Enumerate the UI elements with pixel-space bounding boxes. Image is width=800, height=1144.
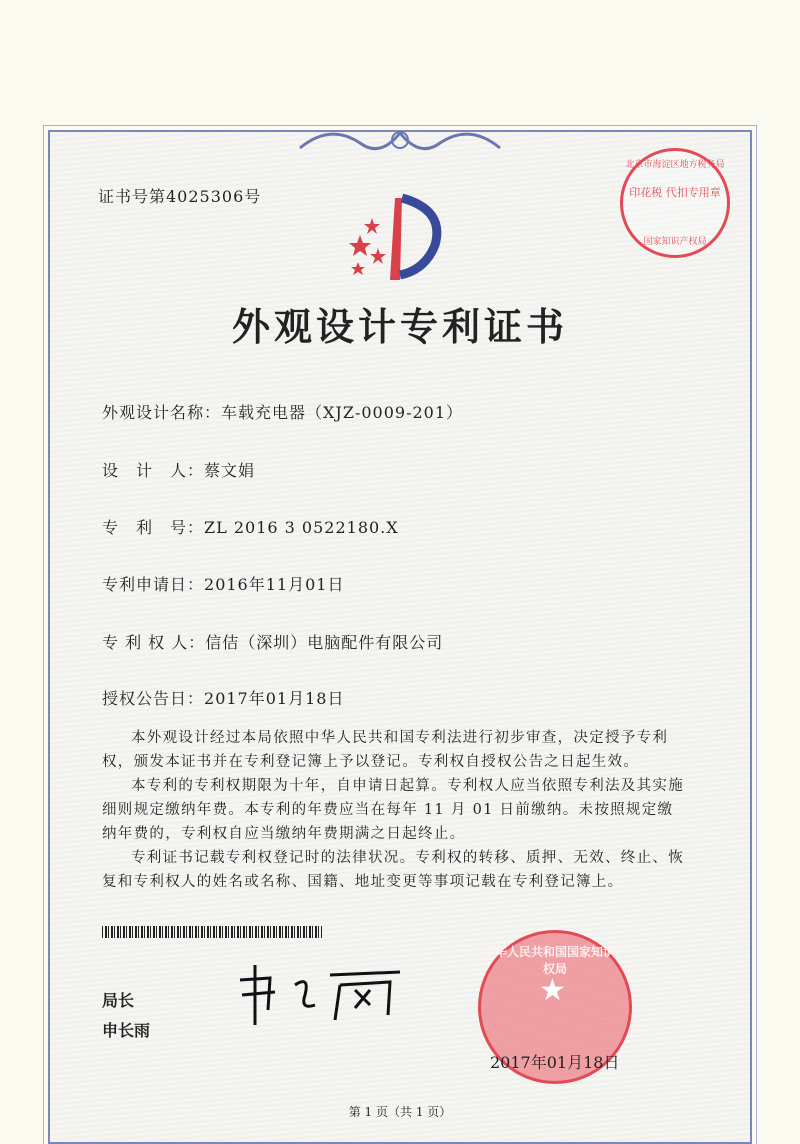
field-patent-number: 专 利 号：ZL 2016 3 0522180.X [102,518,399,537]
signature-icon [230,960,410,1030]
paragraph: 专利证书记载专利权登记时的法律状况。专利权的转移、质押、无效、终止、恢复和专利权人的姓名或名称、国籍、地址变更等事项记载在专利登记簿上。 [102,850,684,890]
ornament-top-icon [290,118,510,162]
certificate-number: 证书号第4025306号 [98,187,262,206]
signatory-title: 局长 [102,991,135,1010]
field-application-date: 专利申请日：2016年11月01日 [102,575,345,594]
field-grant-date: 授权公告日：2017年01月18日 [102,689,345,708]
field-patentee: 专 利 权 人：信佶（深圳）电脑配件有限公司 [102,633,444,652]
barcode [102,926,322,938]
patent-office-emblem-icon [340,190,450,285]
paragraph: 本外观设计经过本局依照中华人民共和国专利法进行初步审查，决定授予专利权，颁发本证书并在专利登记簿上予以登记。专利权自授权公告之日起生效。 [102,730,669,770]
signatory-name: 申长雨 [102,1021,151,1040]
issue-date: 2017年01月18日 [490,1053,620,1072]
page-indicator: 第 1 页（共 1 页） [348,1105,452,1119]
star-icon: ★ [539,973,566,1008]
certificate-title: 外观设计专利证书 [231,304,568,349]
field-designer: 设 计 人：蔡文娟 [102,461,256,480]
patent-office-seal: 中华人民共和国国家知识产权局 ★ [478,930,632,1084]
tax-stamp-seal: 北京市海淀区地方税务局 印花税 代扣专用章 国家知识产权局 [620,148,730,258]
paragraph: 本专利的专利权期限为十年，自申请日起算。专利权人应当依照专利法及其实施细则规定缴纳年费。本专利的年费应当在每年 11 月 01 日前缴纳。未按照规定缴纳年费的，专利权自应当缴纳年费期满之日起终止。 [102,778,684,842]
certificate-body [102,726,687,894]
field-design-name: 外观设计名称：车载充电器（XJZ-0009-201） [102,403,464,422]
